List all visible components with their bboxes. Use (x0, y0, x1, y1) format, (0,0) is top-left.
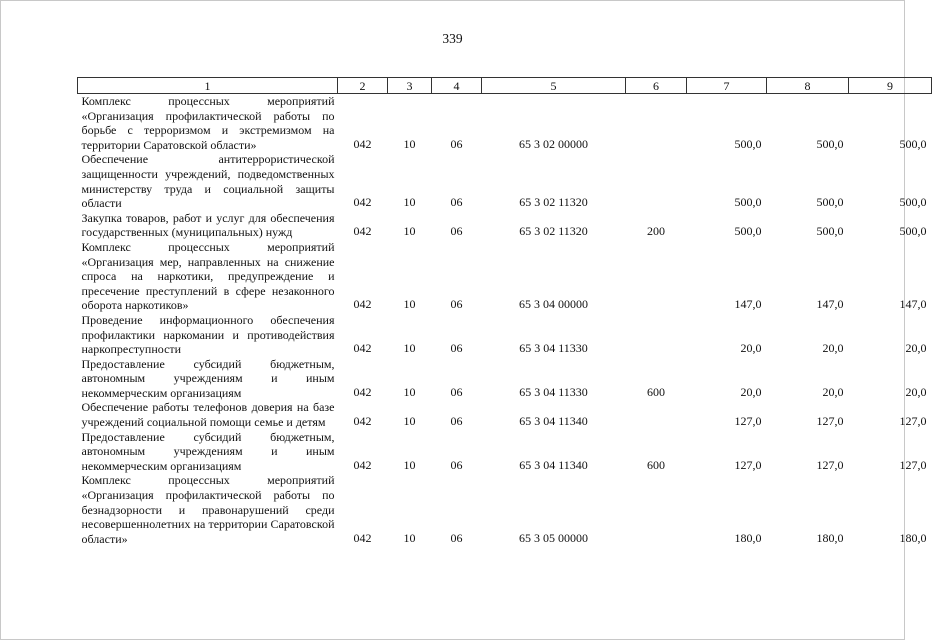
table-row (78, 94, 932, 153)
cell-section: 10 (403, 297, 416, 312)
cell-ministry-code: 042 (353, 224, 372, 239)
cell-section: 10 (403, 195, 416, 210)
cell-target-article: 65 3 02 00000 (519, 136, 588, 151)
cell-section: 10 (403, 341, 416, 356)
cell-amount-1: 500,0 (734, 224, 762, 239)
row-name: Закупка товаров, работ и услуг для обеспечения государственных (муниципальных) нужд (81, 210, 335, 240)
row-name: Комплекс процессных мероприятий «Организация мер, направленных на снижение спроса на наркотики, предупреждение и пресечение преступлений в сфере незаконного оборота наркотиков» (81, 239, 335, 313)
cell-amount-3: 147,0 (899, 297, 927, 312)
cell-expense-type (626, 400, 687, 429)
cell-expense-type: 600 (647, 457, 665, 472)
cell-amount-1: 20,0 (740, 384, 762, 399)
cell-target-article: 65 3 04 11340 (519, 457, 588, 472)
cell-amount-3: 20,0 (905, 341, 927, 356)
header-col-3: 3 (388, 78, 432, 94)
cell-target-article: 65 3 02 11320 (519, 195, 588, 210)
cell-subsection: 06 (450, 224, 463, 239)
header-row (78, 78, 932, 94)
header-col-6: 6 (626, 78, 687, 94)
cell-target-article: 65 3 04 00000 (519, 297, 588, 312)
cell-target-article: 65 3 04 11330 (519, 341, 588, 356)
cell-amount-1: 127,0 (734, 414, 762, 429)
table-row (78, 240, 932, 313)
cell-ministry-code: 042 (353, 414, 372, 429)
header-col-2: 2 (338, 78, 388, 94)
table-row (78, 313, 932, 357)
page-number: 339 (442, 31, 463, 46)
cell-subsection: 06 (450, 195, 463, 210)
cell-expense-type (626, 240, 687, 313)
cell-expense-type (626, 94, 687, 153)
cell-subsection: 06 (450, 457, 463, 472)
cell-amount-1: 500,0 (734, 136, 762, 151)
cell-target-article: 65 3 05 00000 (519, 530, 588, 545)
cell-ministry-code: 042 (353, 530, 372, 545)
cell-amount-2: 500,0 (816, 224, 844, 239)
cell-amount-3: 127,0 (899, 457, 927, 472)
cell-subsection: 06 (450, 384, 463, 399)
budget-table (77, 77, 932, 546)
cell-ministry-code: 042 (353, 457, 372, 472)
cell-ministry-code: 042 (353, 195, 372, 210)
cell-amount-1: 147,0 (734, 297, 762, 312)
cell-subsection: 06 (450, 530, 463, 545)
cell-amount-2: 127,0 (816, 457, 844, 472)
row-name: Обеспечение антитеррористической защищенности учреждений, подведомственных министерству труда и социальной защиты области (81, 152, 335, 211)
cell-amount-2: 147,0 (816, 297, 844, 312)
row-name: Обеспечение работы телефонов доверия на базе учреждений социальной помощи семье и детям (81, 400, 335, 430)
row-name: Предоставление субсидий бюджетным, автономным учреждениям и иным некоммерческим организациям (81, 429, 335, 473)
cell-amount-3: 500,0 (899, 136, 927, 151)
cell-amount-2: 20,0 (822, 341, 844, 356)
cell-amount-2: 127,0 (816, 414, 844, 429)
cell-expense-type (626, 313, 687, 357)
cell-section: 10 (403, 457, 416, 472)
row-name: Комплекс процессных мероприятий «Организация профилактической работы по безнадзорности и правонарушений среди несовершеннолетних на территории Саратовской области» (81, 473, 335, 546)
cell-amount-2: 180,0 (816, 530, 844, 545)
cell-amount-3: 180,0 (899, 530, 927, 545)
cell-section: 10 (403, 224, 416, 239)
cell-amount-3: 500,0 (899, 195, 927, 210)
header-col-5: 5 (482, 78, 626, 94)
cell-amount-1: 180,0 (734, 530, 762, 545)
cell-expense-type: 200 (647, 224, 665, 239)
table-row (78, 430, 932, 474)
row-name: Предоставление субсидий бюджетным, автономным учреждениям и иным некоммерческим организациям (81, 356, 335, 400)
cell-ministry-code: 042 (353, 341, 372, 356)
table-row (78, 357, 932, 401)
cell-amount-3: 20,0 (905, 384, 927, 399)
cell-ministry-code: 042 (353, 297, 372, 312)
cell-ministry-code: 042 (353, 384, 372, 399)
cell-amount-2: 20,0 (822, 384, 844, 399)
cell-expense-type (626, 473, 687, 546)
cell-section: 10 (403, 530, 416, 545)
table-row (78, 211, 932, 240)
cell-amount-3: 500,0 (899, 224, 927, 239)
cell-expense-type: 600 (647, 384, 665, 399)
cell-subsection: 06 (450, 414, 463, 429)
header-col-1: 1 (78, 78, 338, 94)
cell-amount-1: 127,0 (734, 457, 762, 472)
cell-section: 10 (403, 136, 416, 151)
cell-section: 10 (403, 414, 416, 429)
cell-section: 10 (403, 384, 416, 399)
table-row (78, 152, 932, 210)
cell-subsection: 06 (450, 297, 463, 312)
cell-amount-1: 20,0 (740, 341, 762, 356)
header-col-7: 7 (687, 78, 767, 94)
header-col-8: 8 (767, 78, 849, 94)
row-name: Проведение информационного обеспечения профилактики наркомании и противодействия наркопреступности (81, 312, 335, 357)
table-row (78, 473, 932, 546)
header-col-4: 4 (432, 78, 482, 94)
row-name: Комплекс процессных мероприятий «Организация профилактической работы по борьбе с терроризмом и экстремизмом на территории Саратовской области» (81, 94, 335, 152)
cell-amount-1: 500,0 (734, 195, 762, 210)
cell-amount-2: 500,0 (816, 136, 844, 151)
cell-amount-2: 500,0 (816, 195, 844, 210)
cell-ministry-code: 042 (353, 136, 372, 151)
table-row (78, 400, 932, 429)
cell-target-article: 65 3 02 11320 (519, 224, 588, 239)
cell-expense-type (626, 152, 687, 210)
cell-target-article: 65 3 04 11340 (519, 414, 588, 429)
cell-subsection: 06 (450, 341, 463, 356)
cell-subsection: 06 (450, 136, 463, 151)
cell-amount-3: 127,0 (899, 414, 927, 429)
header-col-9: 9 (849, 78, 932, 94)
cell-target-article: 65 3 04 11330 (519, 384, 588, 399)
